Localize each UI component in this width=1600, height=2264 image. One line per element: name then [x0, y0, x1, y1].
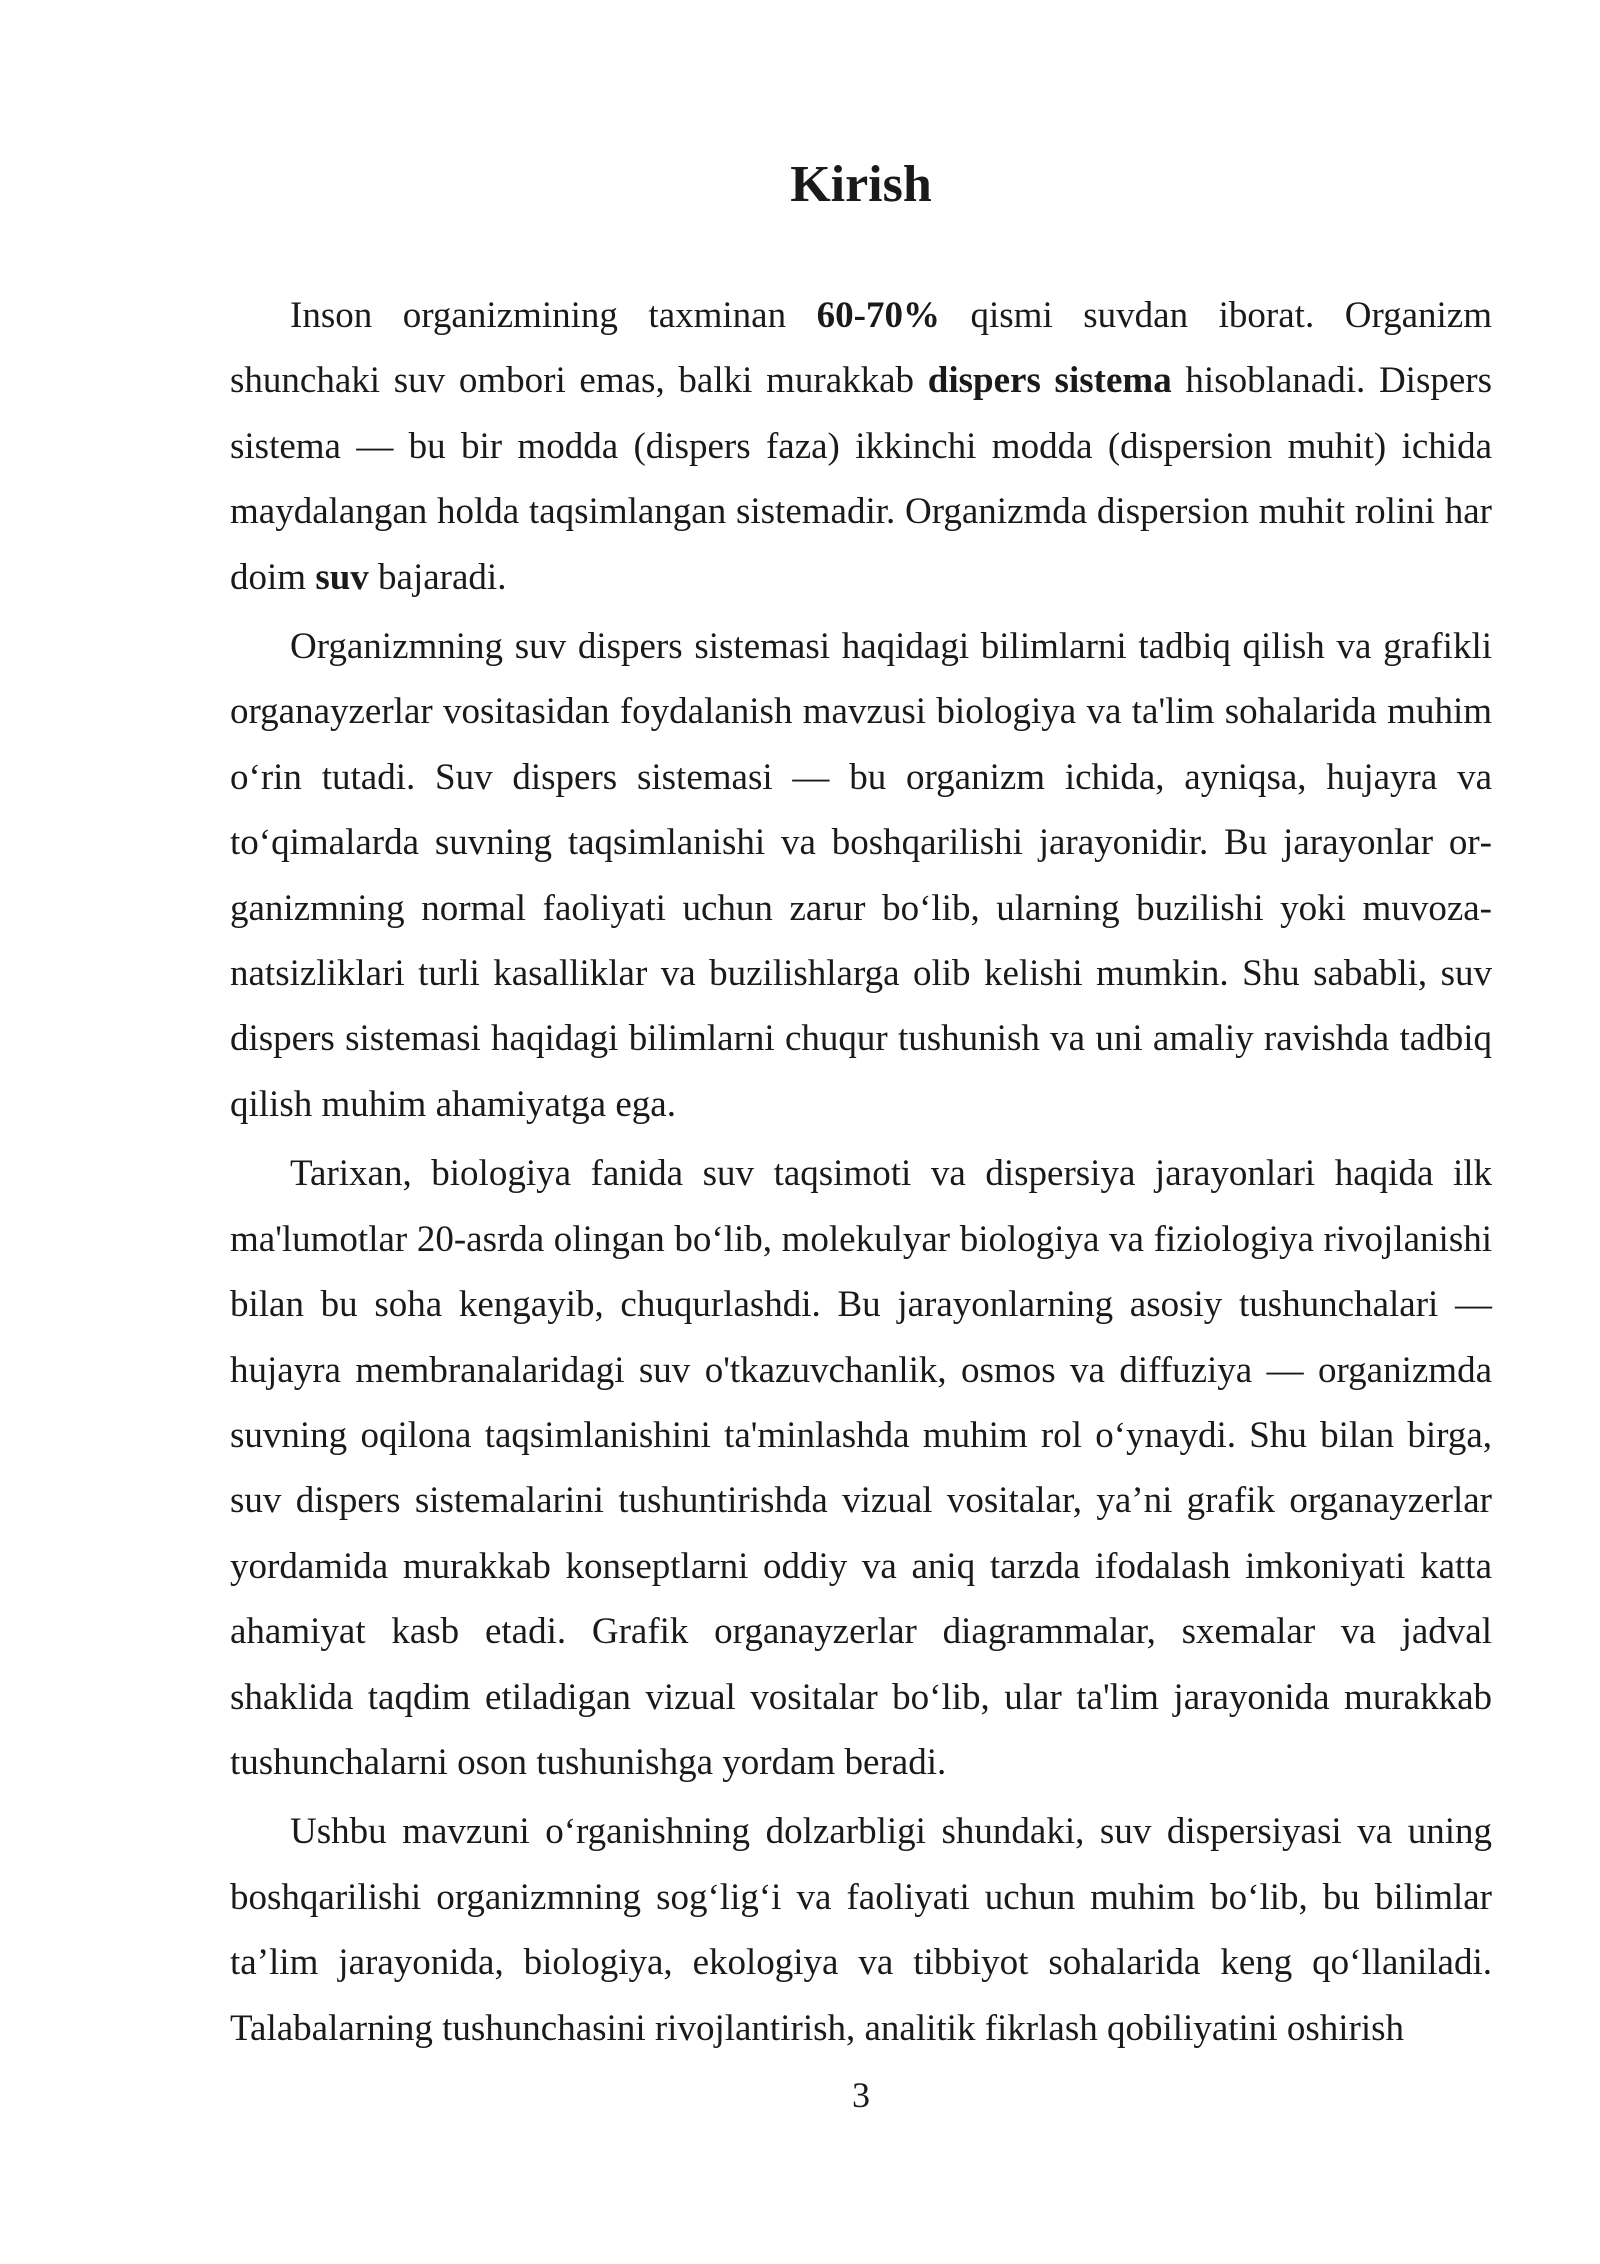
text-run: Organizmning suv dispers sistemasi haqidagi bilimlarni tadbiq qilish va grafikli organayzerlar vositasidan foydalanish mavzusi biologiya va ta'lim sohalarida muhim o‘rin tutadi. Suv dispers sistemasi — bu organizm ichida, ayniqsa, hujayra va to‘qimalarda suvning taqsimlanishi va boshqarilishi jarayonidir. Bu jarayonlar organizmning normal faoliyati uchun zarur bo‘lib, ularning buzilishi yoki muvozanatsizliklari turli kasalliklar va buzilishlarga olib kelishi mumkin. Shu sababli, suv dispers sistemasi haqidagi bilimlarni chuqur tushunish va uni amaliy ravishda tadbiq qilish muhim ahamiyatga ega. [230, 626, 1492, 1125]
body-text [230, 283, 1492, 2065]
paragraph-2 [230, 614, 1492, 1137]
bold-term: suv [315, 556, 369, 598]
paragraph-3 [230, 1141, 1492, 1795]
document-page [230, 0, 1492, 2264]
paragraph-4 [230, 1799, 1492, 2061]
text-run: hisoblanadi. Dispers sistema — bu bir modda (dispers faza) ikkinchi modda (dispersion muhit) ichida maydalangan holda taqsimlangan sistemadir. Organizmda dispersion muhit rolini har doim [230, 360, 1492, 598]
page-number: 3 [852, 2075, 870, 2115]
page-title: Kirish [790, 156, 932, 213]
text-run: Inson organizmining taxminan [290, 295, 817, 336]
paragraph-1 [230, 283, 1492, 610]
text-run: qismi suvdan iborat. Organizm shunchaki suv ombori emas, balki murakkab [230, 295, 1493, 402]
bold-term: 60-70% [816, 295, 940, 336]
text-run: Tarixan, biologiya fanida suv taqsimoti va dispersiya jarayonlari haqida ilk ma'lumotlar 20-asrda olingan bo‘lib, molekulyar biologiya va fiziologiya rivojlanishi bilan bu soha kengayib, chuqurlashdi. Bu jarayonlarning asosiy tushunchalari — hujayra membranalaridagi suv o'tkazuvchanlik, osmos va diffuziya — organizmda suvning oqilona taqsimlanishini ta'minlashda muhim rol o‘ynaydi. Shu bilan birga, suv dispers sistemalarini tushuntirishda vizual vositalar, ya’ni grafik organayzerlar yordamida murakkab konseptlarni oddiy va aniq tarzda ifodalash imkoniyati katta ahamiyat kasb etadi. Grafik organayzerlar diagrammalar, sxemalar va jadval shaklida taqdim etiladigan vizual vositalar bo‘lib, ular ta'lim jarayonida murakkab tushunchalarni oson tushunishga yordam beradi. [230, 1153, 1492, 1783]
bold-term: dispers sistema [927, 360, 1172, 402]
text-run: Ushbu mavzuni o‘rganishning dolzarbligi shundaki, suv dispersiyasi va uning boshqarilishi organizmning sog‘lig‘i va faoliyati uchun muhim bo‘lib, bu bilimlar ta’lim jarayonida, biologiya, ekologiya va tibbiyot sohalarida keng qo‘llaniladi. Talabalarning tushunchasini rivojlantirish, analitik fikrlash qobiliyatini oshirish [230, 1811, 1492, 2049]
text-run: bajaradi. [368, 556, 507, 598]
